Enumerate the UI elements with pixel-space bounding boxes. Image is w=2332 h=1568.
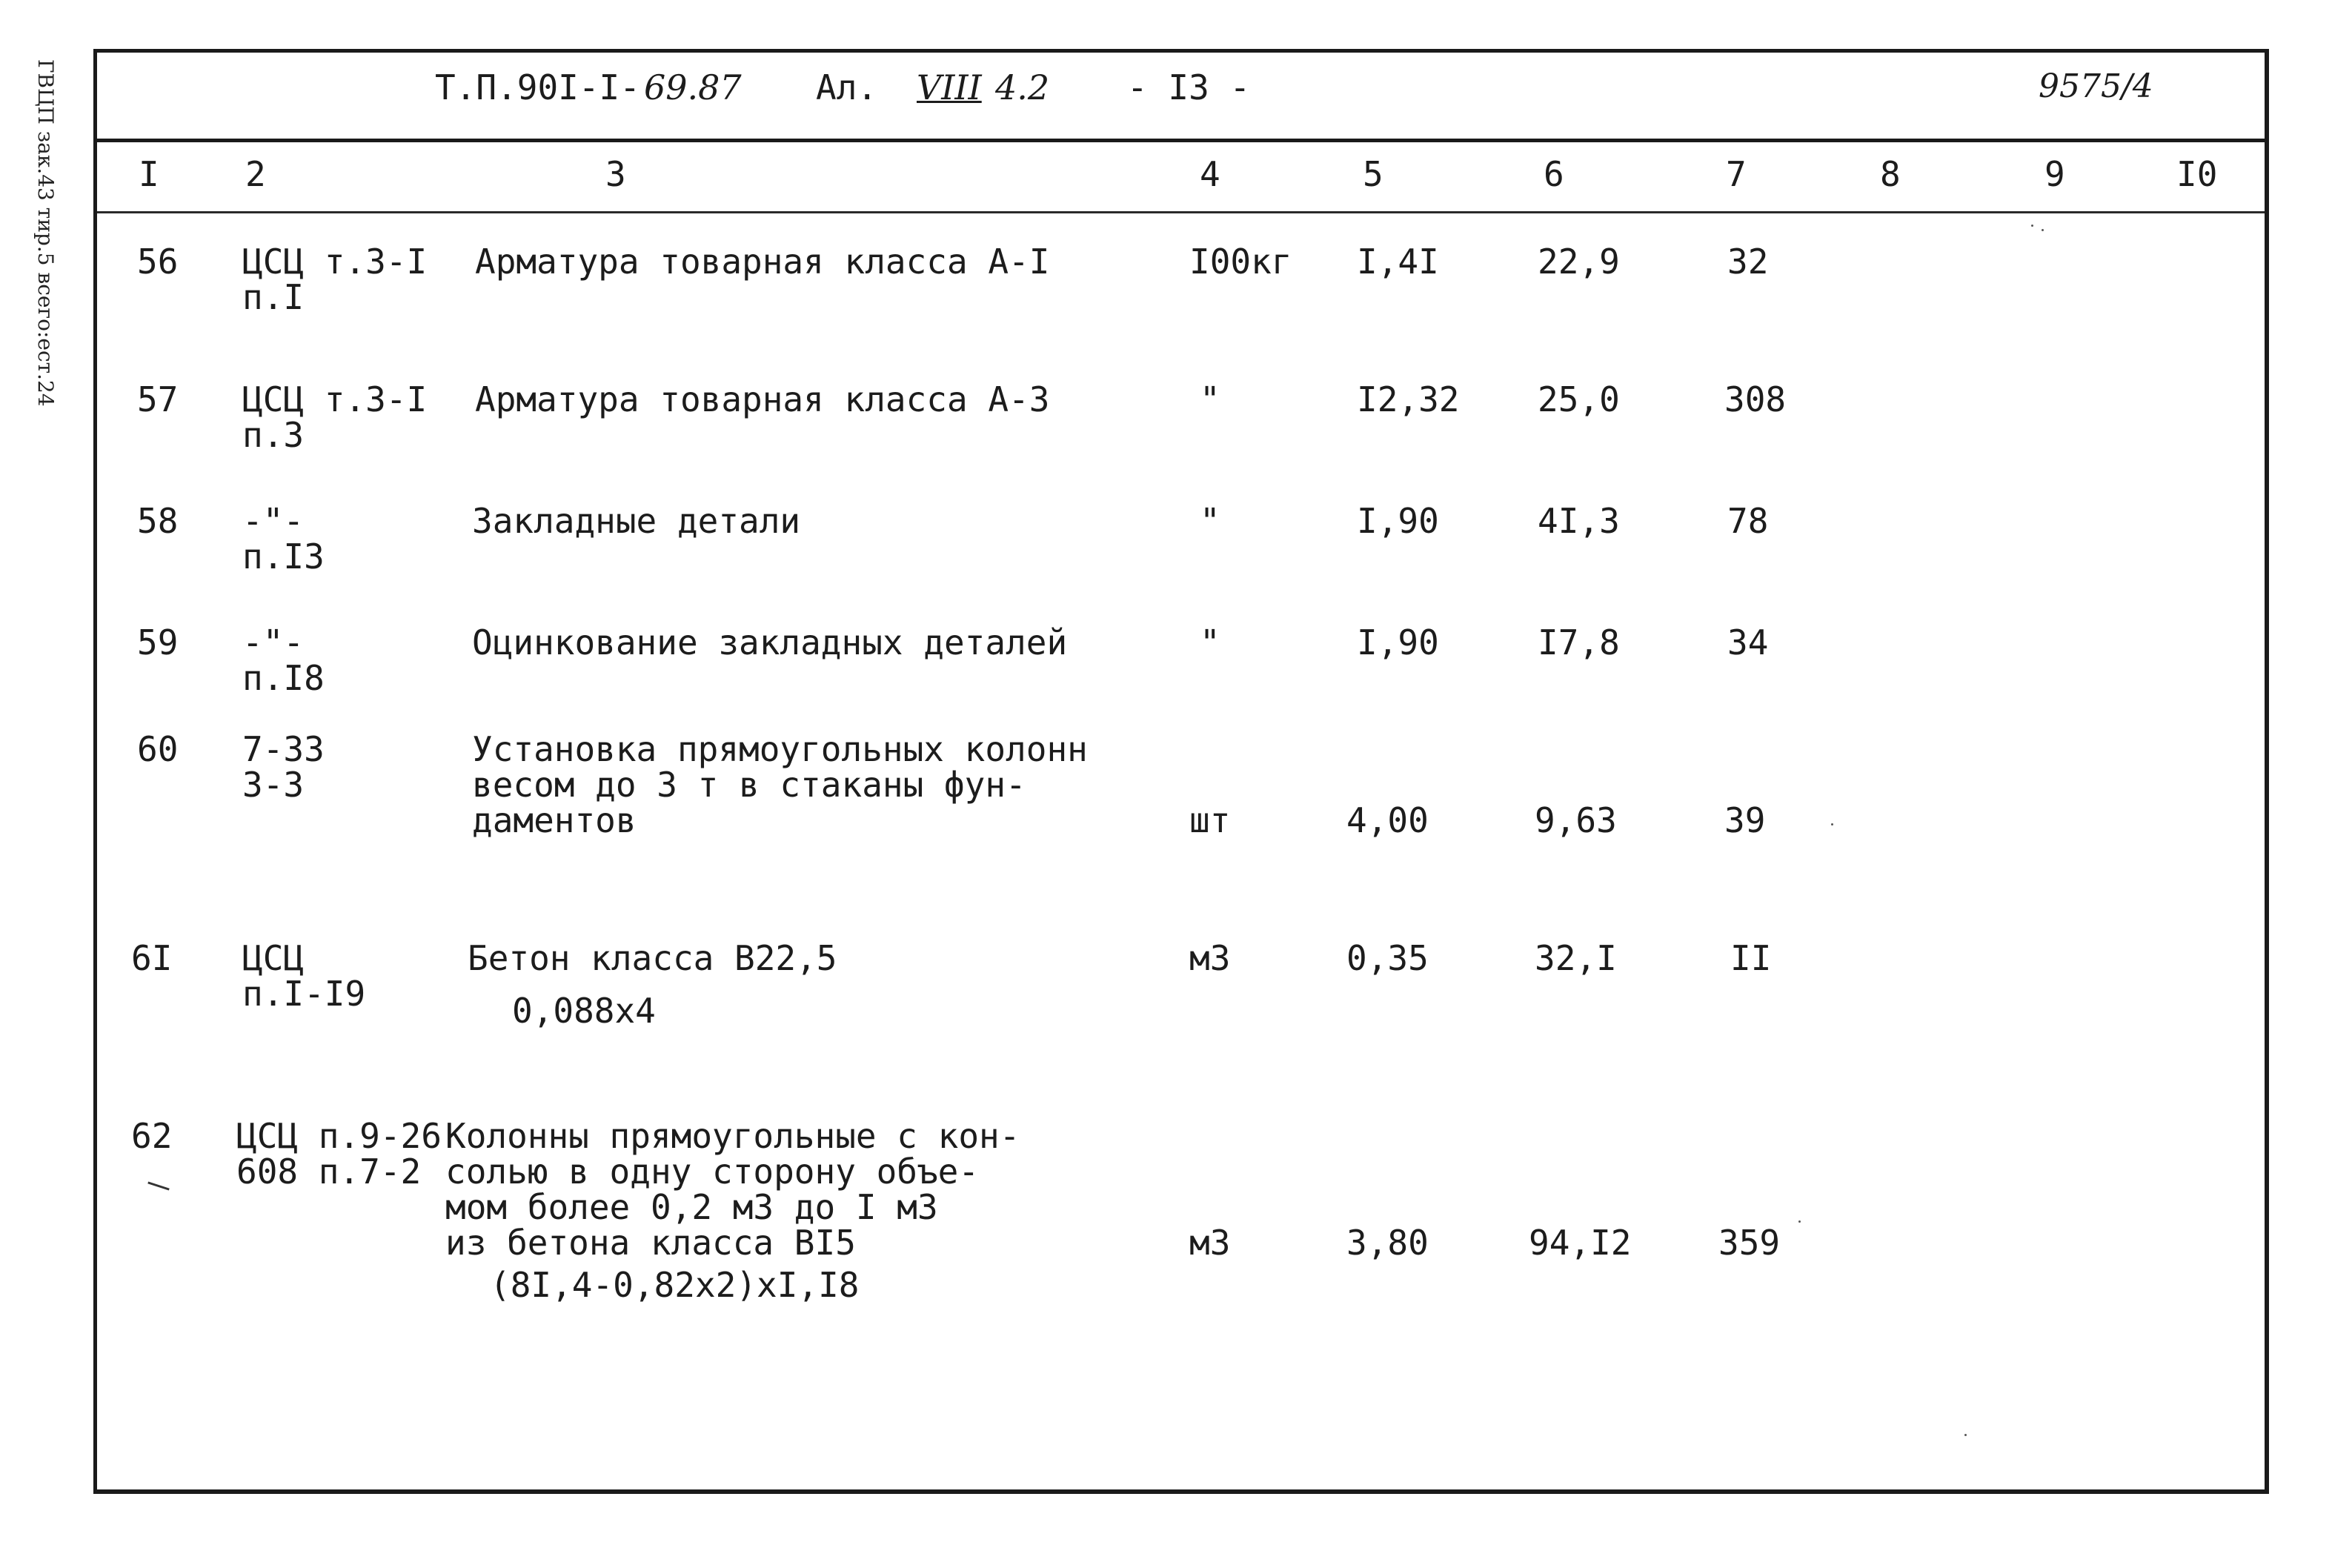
row-calculation: (8I,4-0,82х2)хI,I8 bbox=[490, 1265, 860, 1305]
row-unit-price: I7,8 bbox=[1538, 622, 1620, 662]
row-unit-price: 25,0 bbox=[1538, 379, 1620, 419]
row-total: 34 bbox=[1727, 622, 1769, 662]
row-unit: м3 bbox=[1189, 1223, 1231, 1263]
row-quantity: 3,80 bbox=[1346, 1223, 1429, 1263]
scan-mark bbox=[147, 1181, 169, 1190]
row-unit-price: 22,9 bbox=[1538, 242, 1620, 282]
col-number-9: 9 bbox=[2044, 154, 2065, 194]
row-total: 39 bbox=[1724, 800, 1766, 840]
col-number-5: 5 bbox=[1363, 154, 1383, 194]
scan-speck bbox=[2042, 229, 2044, 231]
row-quantity: I,90 bbox=[1357, 501, 1439, 541]
row-unit: шт bbox=[1189, 800, 1231, 840]
col-number-7: 7 bbox=[1726, 154, 1747, 194]
row-number: 58 bbox=[137, 501, 179, 541]
row-reference: -"- п.I8 bbox=[242, 622, 325, 698]
row-calculation: 0,088х4 bbox=[512, 991, 656, 1031]
row-description: Бетон класса В22,5 bbox=[468, 938, 837, 978]
row-reference: ЦСЦ т.3-I п.3 bbox=[242, 379, 428, 455]
row-quantity: I,90 bbox=[1357, 622, 1439, 662]
row-number: 59 bbox=[137, 622, 179, 662]
row-reference: ЦСЦ п.I-I9 bbox=[242, 938, 366, 1014]
row-description: Арматура товарная класса А-I bbox=[475, 242, 1050, 282]
row-quantity: I2,32 bbox=[1357, 379, 1460, 419]
page-number: - I3 - bbox=[1127, 67, 1251, 107]
col-number-1: I bbox=[139, 154, 159, 194]
col-number-3: 3 bbox=[605, 154, 626, 194]
row-quantity: 4,00 bbox=[1346, 800, 1429, 840]
row-total: 32 bbox=[1727, 242, 1769, 282]
scan-speck bbox=[2031, 225, 2033, 227]
row-number: 56 bbox=[137, 242, 179, 282]
row-description: Колонны прямоугольные с кон- солью в одну сторону объе- мом более 0,2 м3 до I м3 из бетона класса ВI5 bbox=[445, 1116, 1020, 1263]
scan-speck bbox=[1798, 1220, 1801, 1223]
row-total: II bbox=[1730, 938, 1772, 978]
col-number-8: 8 bbox=[1880, 154, 1901, 194]
header-rule bbox=[97, 139, 2265, 142]
row-unit: " bbox=[1200, 622, 1220, 662]
col-number-4: 4 bbox=[1200, 154, 1220, 194]
doc-code-year: 69.87 bbox=[644, 67, 742, 107]
row-description: Оцинкование закладных деталей bbox=[472, 622, 1068, 662]
row-description: Установка прямоугольных колонн весом до 3 т в стаканы фун- даментов bbox=[472, 729, 1088, 840]
archive-number: 9575/4 bbox=[2039, 67, 2153, 105]
row-reference: -"- п.I3 bbox=[242, 501, 325, 577]
row-number: 62 bbox=[131, 1116, 173, 1156]
scan-speck bbox=[1831, 823, 1833, 825]
album-label: Ал. bbox=[816, 67, 878, 107]
row-unit: " bbox=[1200, 379, 1220, 419]
row-reference: 7-33 3-3 bbox=[242, 729, 325, 805]
row-total: 78 bbox=[1727, 501, 1769, 541]
album-part: 4.2 bbox=[995, 67, 1050, 107]
row-total: 359 bbox=[1718, 1223, 1781, 1263]
row-quantity: I,4I bbox=[1357, 242, 1439, 282]
col-number-6: 6 bbox=[1544, 154, 1564, 194]
row-unit: I00кг bbox=[1189, 242, 1292, 282]
estimate-sheet bbox=[93, 49, 2269, 1494]
side-print-stamp: ГВЦП зак.43 тир.5 всего:ест.24 bbox=[33, 59, 58, 407]
col-number-2: 2 bbox=[245, 154, 266, 194]
row-unit-price: 32,I bbox=[1535, 938, 1617, 978]
row-unit-price: 9,63 bbox=[1535, 800, 1617, 840]
doc-code-prefix: Т.П.90I-I- bbox=[435, 67, 640, 107]
row-unit-price: 94,I2 bbox=[1529, 1223, 1632, 1263]
col-number-10: I0 bbox=[2176, 154, 2218, 194]
row-unit-price: 4I,3 bbox=[1538, 501, 1620, 541]
row-description: Закладные детали bbox=[472, 501, 801, 541]
row-total: 308 bbox=[1724, 379, 1787, 419]
row-number: 57 bbox=[137, 379, 179, 419]
row-reference: ЦСЦ п.9-26 608 п.7-2 bbox=[236, 1116, 442, 1192]
row-number: 60 bbox=[137, 729, 179, 769]
row-quantity: 0,35 bbox=[1346, 938, 1429, 978]
album-roman: VIII bbox=[917, 67, 982, 107]
column-header-rule bbox=[97, 211, 2265, 213]
row-description: Арматура товарная класса А-3 bbox=[475, 379, 1050, 419]
scan-speck bbox=[1964, 1434, 1967, 1436]
row-unit: " bbox=[1200, 501, 1220, 541]
row-number: 6I bbox=[131, 938, 173, 978]
row-unit: м3 bbox=[1189, 938, 1231, 978]
row-reference: ЦСЦ т.3-I п.I bbox=[242, 242, 428, 317]
